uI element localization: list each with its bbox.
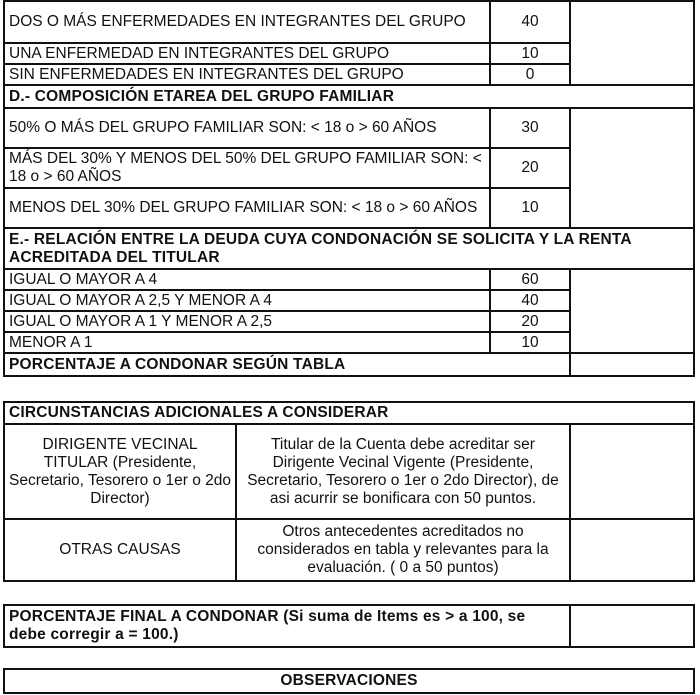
circunstancias-title: CIRCUNSTANCIAS ADICIONALES A CONSIDERAR — [4, 402, 694, 424]
item-label: 50% O MÁS DEL GRUPO FAMILIAR SON: < 18 o > 60 AÑOS — [4, 108, 490, 148]
otras-causas-score-cell[interactable] — [570, 519, 694, 581]
table-row — [4, 424, 694, 519]
section-e-title: E.- RELACIÓN ENTRE LA DEUDA CUYA CONDONACIÓN SE SOLICITA Y LA RENTA ACREDITADA DEL TITULAR — [4, 228, 694, 269]
dirigente-description: Titular de la Cuenta debe acreditar ser Dirigente Vecinal Vigente (Presidente, Secretario, Tesorero o 1er o 2do Director), de asi acurrir se bonificara con 50 puntos. — [236, 424, 570, 519]
section-header-row — [4, 402, 694, 424]
item-points: 10 — [490, 188, 570, 228]
item-points: 40 — [490, 290, 570, 311]
item-points: 10 — [490, 43, 570, 64]
item-label: SIN ENFERMEDADES EN INTEGRANTES DEL GRUPO — [4, 64, 490, 85]
item-points: 60 — [490, 269, 570, 290]
score-cell[interactable] — [570, 108, 694, 228]
item-label: IGUAL O MAYOR A 4 — [4, 269, 490, 290]
item-points: 40 — [490, 1, 570, 43]
table-row — [4, 269, 694, 290]
item-points: 30 — [490, 108, 570, 148]
observaciones-title: OBSERVACIONES — [4, 669, 694, 693]
otras-causas-description: Otros antecedentes acreditados no considerados en tabla y relevantes para la evaluación. ( 0 a 50 puntos) — [236, 519, 570, 581]
score-cell[interactable] — [570, 1, 694, 85]
total-row — [4, 353, 694, 376]
porcentaje-final-table — [3, 604, 695, 648]
section-header-row — [4, 85, 694, 108]
otras-causas-label: OTRAS CAUSAS — [4, 519, 236, 581]
item-label: MÁS DEL 30% Y MENOS DEL 50% DEL GRUPO FAMILIAR SON: < 18 o > 60 AÑOS — [4, 148, 490, 188]
score-cell[interactable] — [570, 269, 694, 353]
table-row — [4, 1, 694, 43]
dirigente-score-cell[interactable] — [570, 424, 694, 519]
porcentaje-tabla-value-cell[interactable] — [570, 353, 694, 376]
scoring-table — [3, 0, 695, 377]
porcentaje-tabla-label: PORCENTAJE A CONDONAR SEGÚN TABLA — [4, 353, 570, 376]
item-points: 0 — [490, 64, 570, 85]
item-label: DOS O MÁS ENFERMEDADES EN INTEGRANTES DEL GRUPO — [4, 1, 490, 43]
table-row — [4, 519, 694, 581]
circunstancias-table — [3, 401, 695, 582]
item-label: MENOR A 1 — [4, 332, 490, 353]
table-row — [4, 108, 694, 148]
item-label: UNA ENFERMEDAD EN INTEGRANTES DEL GRUPO — [4, 43, 490, 64]
dirigente-label: DIRIGENTE VECINAL TITULAR (Presidente, Secretario, Tesorero o 1er o 2do Director) — [4, 424, 236, 519]
section-header-row — [4, 669, 694, 693]
total-row — [4, 605, 694, 647]
item-label: IGUAL O MAYOR A 2,5 Y MENOR A 4 — [4, 290, 490, 311]
porcentaje-final-value-cell[interactable] — [570, 605, 694, 647]
section-d-title: D.- COMPOSICIÓN ETAREA DEL GRUPO FAMILIAR — [4, 85, 694, 108]
item-points: 10 — [490, 332, 570, 353]
item-label: IGUAL O MAYOR A 1 Y MENOR A 2,5 — [4, 311, 490, 332]
item-points: 20 — [490, 311, 570, 332]
item-label: MENOS DEL 30% DEL GRUPO FAMILIAR SON: < 18 o > 60 AÑOS — [4, 188, 490, 228]
porcentaje-final-label: PORCENTAJE FINAL A CONDONAR (Si suma de Items es > a 100, se debe corregir a = 100.) — [4, 605, 570, 647]
section-header-row — [4, 228, 694, 269]
observaciones-table — [3, 668, 695, 694]
item-points: 20 — [490, 148, 570, 188]
